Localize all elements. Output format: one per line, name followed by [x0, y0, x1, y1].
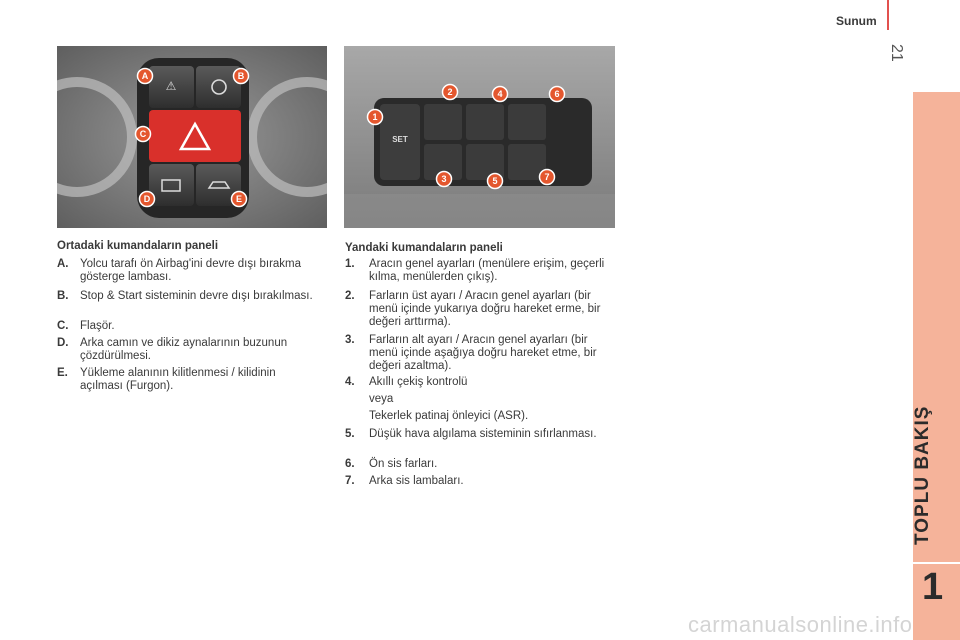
callout-5 — [488, 174, 503, 189]
list-item — [57, 367, 315, 393]
item-key: 7. — [345, 475, 355, 487]
callout-C — [136, 127, 151, 142]
svg-text:3: 3 — [441, 174, 447, 184]
item-key: 2. — [345, 290, 355, 302]
svg-text:E: E — [235, 194, 243, 204]
list-item — [345, 458, 617, 471]
callout-6 — [550, 87, 565, 102]
item-text: Aracın genel ayarları (menülere erişim, geçerli kılma, menülerden çıkış). — [369, 258, 605, 283]
front-fog-button — [508, 104, 546, 140]
item-text: Yükleme alanının kilitlenmesi / kilidinin açılması (Furgon). — [80, 367, 276, 392]
item-key: 5. — [345, 428, 355, 440]
svg-text:4: 4 — [497, 89, 503, 99]
callout-3 — [437, 172, 452, 187]
svg-text:B: B — [237, 71, 245, 81]
item-text: Akıllı çekiş kontrolü — [369, 376, 468, 388]
headlamp-up-button — [424, 104, 462, 140]
center-console-photo — [57, 46, 327, 228]
hazard-button — [149, 110, 241, 162]
list-item — [345, 428, 617, 441]
item-text: Flaşör. — [80, 320, 115, 332]
callout-2 — [443, 85, 458, 100]
svg-text:C: C — [139, 129, 147, 139]
chapter-side-tab — [913, 92, 960, 640]
svg-text:D: D — [143, 194, 151, 204]
callout-1 — [368, 110, 383, 125]
right-column-title: Yandaki kumandaların paneli — [345, 242, 503, 254]
item-key: 4. — [345, 376, 355, 388]
svg-text:A: A — [141, 71, 149, 81]
item-text: Farların üst ayarı / Aracın genel ayarları (bir menü içinde yukarıya doğru hareket erme, bir değeri arttırma). — [369, 290, 601, 328]
callout-B — [234, 69, 249, 84]
traction-control-button — [466, 104, 504, 140]
item-text: Farların alt ayarı / Aracın genel ayarları (bir menü içinde aşağıya doğru hareket etme, bir değeri azaltma). — [369, 334, 597, 372]
left-column-title: Ortadaki kumandaların paneli — [57, 240, 219, 252]
list-item — [57, 258, 315, 284]
callout-A — [138, 69, 153, 84]
callout-E — [232, 192, 247, 207]
svg-text:5: 5 — [492, 176, 498, 186]
item-key: A. — [57, 258, 69, 270]
item-text: Arka sis lambaları. — [369, 475, 464, 487]
item-text: Stop & Start sisteminin devre dışı bırakılması. — [80, 290, 313, 302]
chapter-number: 1 — [922, 566, 944, 608]
list-item — [57, 337, 315, 363]
defrost-button — [149, 164, 194, 206]
list-item — [345, 475, 617, 488]
list-item — [345, 334, 617, 373]
list-item — [345, 376, 617, 389]
list-item — [345, 393, 617, 406]
list-item — [345, 290, 617, 329]
item-key: E. — [57, 367, 68, 379]
item-key: 3. — [345, 334, 355, 346]
list-item — [345, 410, 617, 423]
callout-D — [140, 192, 155, 207]
callout-7 — [540, 170, 555, 185]
callout-4 — [493, 87, 508, 102]
svg-text:1: 1 — [372, 112, 378, 122]
item-text: Yolcu tarafı ön Airbag'ini devre dışı bırakma gösterge lambası. — [80, 258, 302, 283]
side-panel-photo — [344, 46, 615, 228]
section-name: Sunum — [836, 14, 877, 28]
list-item — [57, 290, 315, 303]
chapter-title — [912, 505, 932, 545]
set-label: SET — [392, 135, 408, 144]
list-item — [57, 320, 315, 333]
item-text: Arka camın ve dikiz aynalarının buzunun çözdürülmesi. — [80, 337, 288, 362]
header-rule — [887, 0, 889, 30]
svg-text:6: 6 — [554, 89, 560, 99]
item-key: B. — [57, 290, 69, 302]
item-text: Tekerlek patinaj önleyici (ASR). — [369, 410, 529, 422]
chapter-tab-rule — [913, 562, 960, 564]
item-key: D. — [57, 337, 69, 349]
list-item — [345, 258, 617, 284]
item-key: 1. — [345, 258, 355, 270]
airbag-icon: ⚠ — [165, 79, 177, 93]
svg-text:2: 2 — [447, 87, 453, 97]
item-key: C. — [57, 320, 69, 332]
watermark: carmanualsonline.info — [688, 612, 913, 637]
page-number: 21 — [888, 44, 905, 62]
svg-text:7: 7 — [544, 172, 550, 182]
item-key: 6. — [345, 458, 355, 470]
item-text: veya — [369, 393, 394, 405]
item-text: Ön sis farları. — [369, 458, 438, 470]
item-text: Düşük hava algılama sisteminin sıfırlanması. — [369, 428, 597, 440]
